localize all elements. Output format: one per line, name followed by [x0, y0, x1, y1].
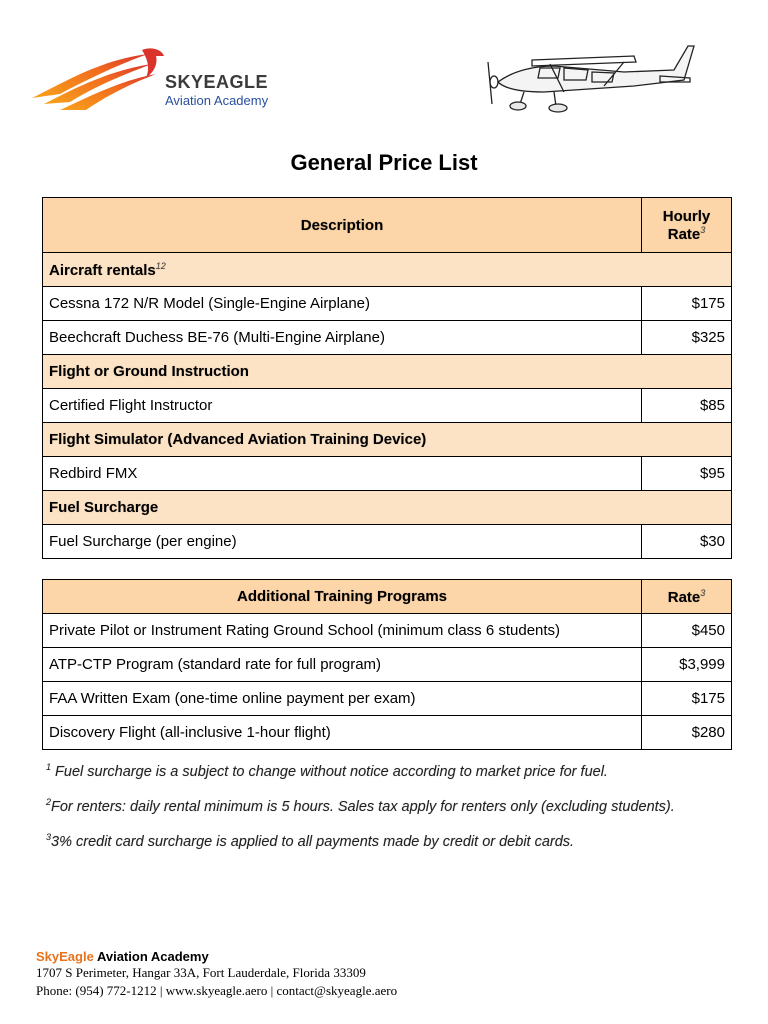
footer-address: 1707 S Perimeter, Hangar 33A, Fort Lauderdale, Florida 33309	[36, 965, 366, 980]
category-row	[43, 491, 732, 525]
programs-table-header	[43, 580, 732, 614]
table-row	[43, 716, 732, 750]
table-row	[43, 614, 732, 648]
table-row	[43, 525, 732, 559]
category-row	[43, 355, 732, 389]
program-description: ATP-CTP Program (standard rate for full program)	[43, 648, 642, 682]
item-description: Fuel Surcharge (per engine)	[43, 525, 642, 559]
table-row	[43, 389, 732, 423]
program-description: Private Pilot or Instrument Rating Ground School (minimum class 6 students)	[43, 614, 642, 648]
footnotes	[46, 757, 746, 861]
category-row	[43, 423, 732, 457]
category-aircraft-rentals: Aircraft rentals$^{12}$	[43, 253, 732, 287]
description-header: Description	[43, 198, 642, 253]
footer	[36, 949, 636, 1000]
program-description: Discovery Flight (all-inclusive 1-hour flight)	[43, 716, 642, 750]
category-row	[43, 253, 732, 287]
item-description: Cessna 172 N/R Model (Single-Engine Airplane)	[43, 287, 642, 321]
program-description: FAA Written Exam (one-time online payment per exam)	[43, 682, 642, 716]
table-row	[43, 682, 732, 716]
item-rate: $30	[642, 525, 732, 559]
footer-academy-name: SkyEagle Aviation Academy	[36, 949, 209, 964]
skyeagle-logo	[30, 42, 280, 114]
footnote-1: $^1$ Fuel surcharge is a subject to change without notice according to market price for fuel.	[46, 762, 608, 780]
price-table	[42, 197, 732, 559]
table-row	[43, 457, 732, 491]
programs-table	[42, 579, 732, 750]
footnote-3: $^3$3% credit card surcharge is applied to all payments made by credit or debit cards.	[46, 831, 575, 850]
price-table-header	[43, 198, 732, 253]
item-rate: $325	[642, 321, 732, 355]
page-title: General Price List	[290, 150, 478, 175]
rate-header: Rate$^3$	[642, 580, 732, 614]
item-description: Redbird FMX	[43, 457, 642, 491]
item-description: Beechcraft Duchess BE-76 (Multi-Engine Airplane)	[43, 321, 642, 355]
logo-subtitle: Aviation Academy	[165, 93, 269, 108]
category-instruction: Flight or Ground Instruction	[43, 355, 732, 389]
category-fuel-surcharge: Fuel Surcharge	[43, 491, 732, 525]
item-description: Certified Flight Instructor	[43, 389, 642, 423]
item-rate: $85	[642, 389, 732, 423]
program-rate: $175	[642, 682, 732, 716]
table-row	[43, 321, 732, 355]
eagle-wing-icon	[30, 42, 165, 114]
hourly-rate-header: Hourly Rate$^3$	[642, 198, 732, 253]
item-rate: $175	[642, 287, 732, 321]
item-rate: $95	[642, 457, 732, 491]
programs-header: Additional Training Programs	[43, 580, 642, 614]
footer-contact: Phone: (954) 772-1212 | www.skyeagle.aero | contact@skyeagle.aero	[36, 983, 398, 998]
airplane-illustration	[484, 40, 698, 118]
category-simulator: Flight Simulator (Advanced Aviation Training Device)	[43, 423, 732, 457]
table-row	[43, 287, 732, 321]
logo-brand-name: SKYEAGLE	[165, 72, 269, 92]
footnote-2: $^2$For renters: daily rental minimum is 5 hours. Sales tax apply for renters only (excluding students).	[46, 796, 675, 815]
table-row	[43, 648, 732, 682]
program-rate: $280	[642, 716, 732, 750]
program-rate: $450	[642, 614, 732, 648]
program-rate: $3,999	[642, 648, 732, 682]
